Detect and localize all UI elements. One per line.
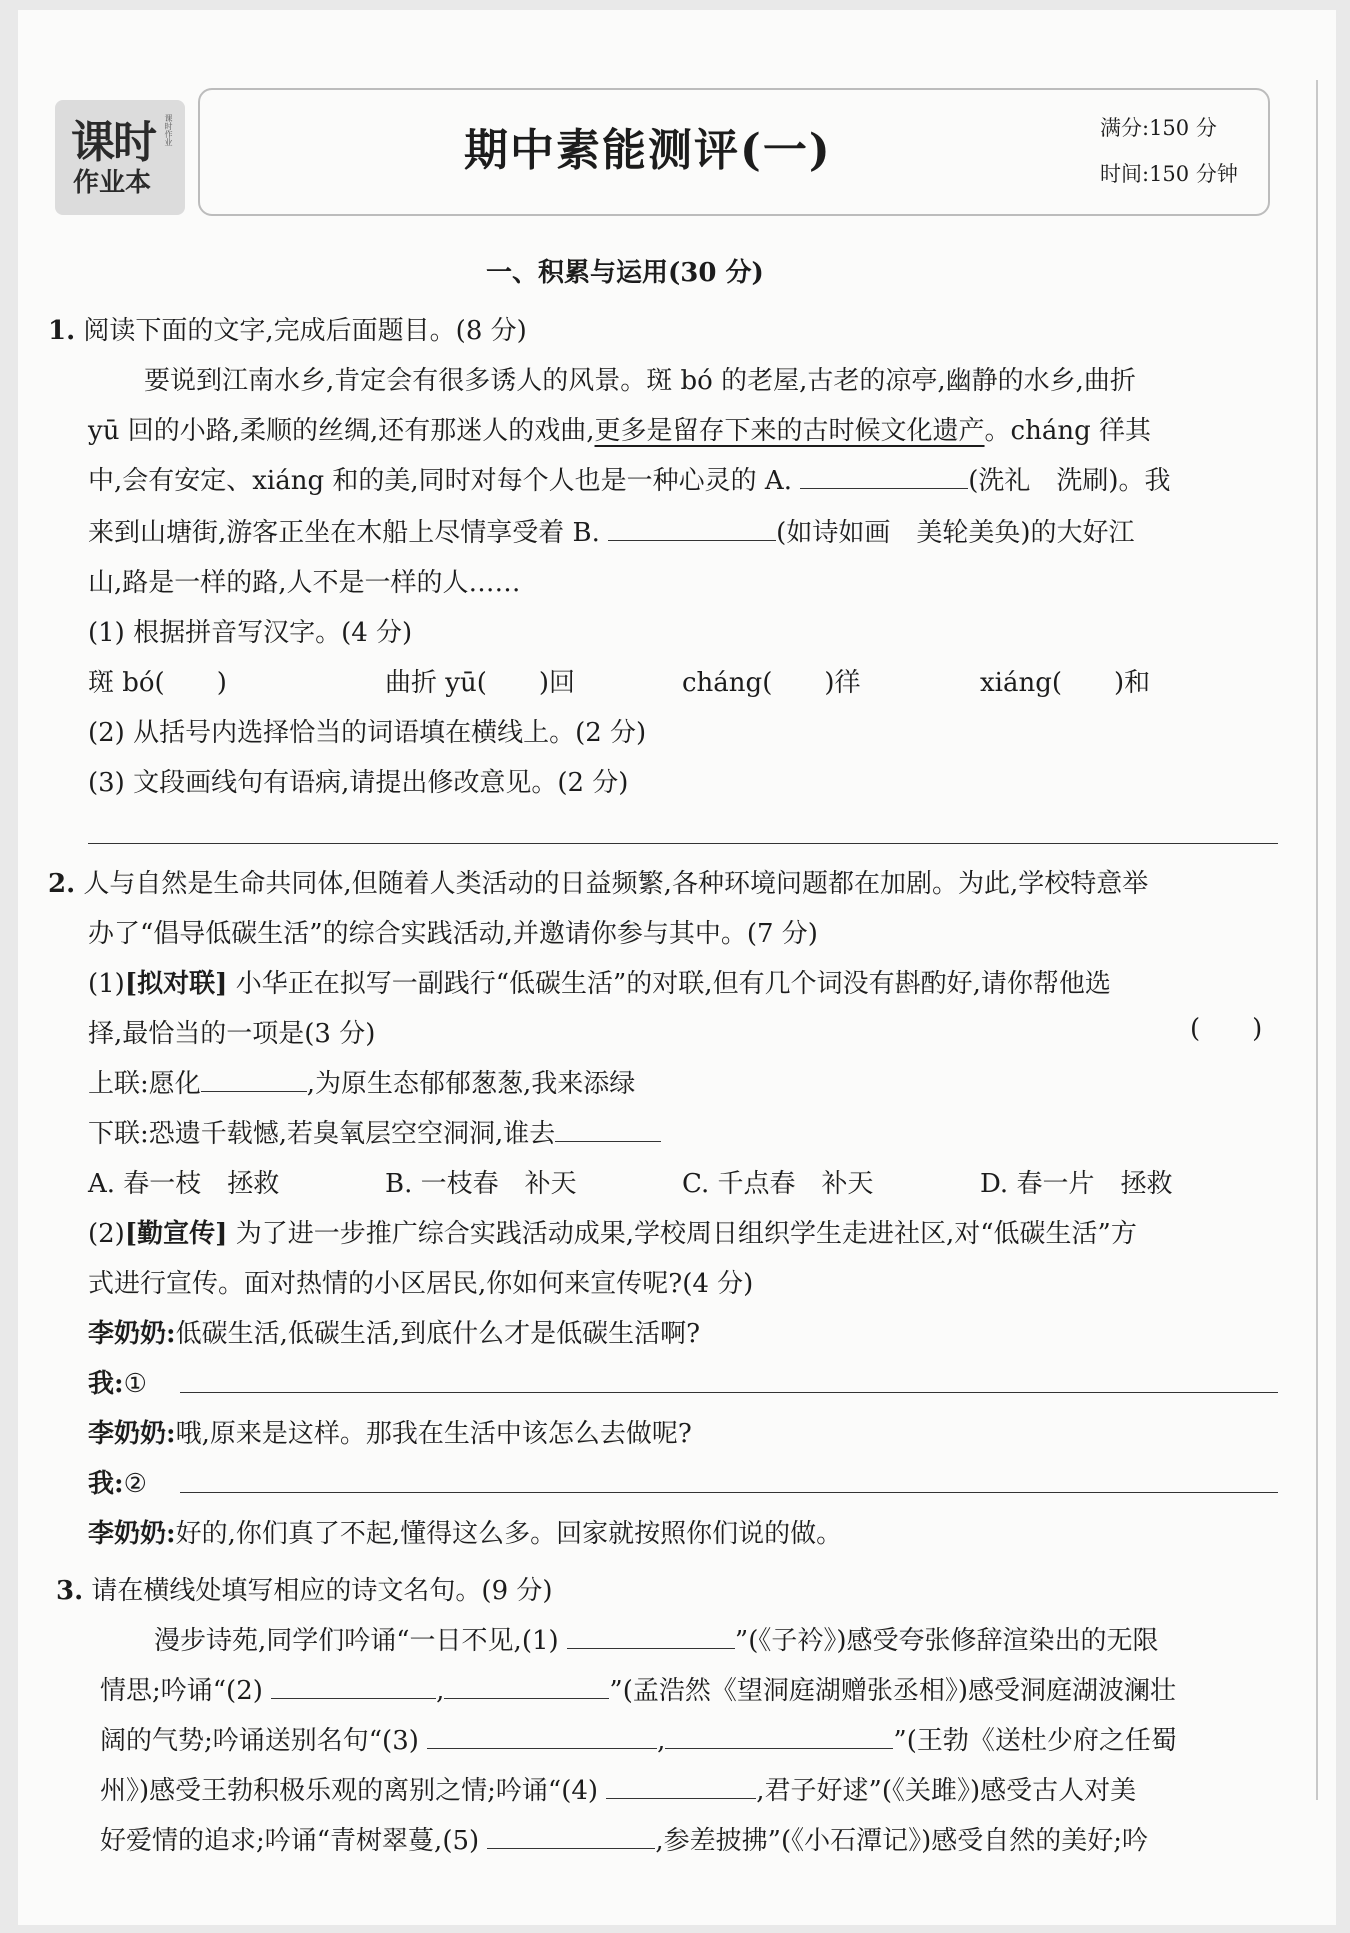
speaker-grandma: 李奶奶: <box>88 1519 176 1549</box>
q1-sub2: (2) 从括号内选择恰当的词语填在横线上。(2 分) <box>88 718 647 748</box>
q3-stem-text: 请在横线处填写相应的诗文名句。(9 分) <box>91 1576 553 1606</box>
q1-passage-line-5: 山,路是一样的路,人不是一样的人…… <box>88 568 521 598</box>
sub-text: 为了进一步推广综合实践活动成果,学校周日组织学生走进社区,对“低碳生活”方 <box>235 1219 1137 1249</box>
option-d[interactable]: D. 春一片 拯救 <box>980 1169 1173 1199</box>
sub-number: (2) <box>88 1219 125 1249</box>
dialogue-line-1 <box>88 1313 700 1350</box>
q1-stem <box>48 310 527 347</box>
q1-sub3: (3) 文段画线句有语病,请提出修改意见。(2 分) <box>88 768 629 798</box>
choice-a-text: (洗礼 洗刷)。我 <box>968 466 1171 496</box>
tag-couplet: [拟对联] <box>124 969 228 999</box>
q2-line-2: 办了“倡导低碳生活”的综合实践活动,并邀请你参与其中。(7 分) <box>88 919 818 949</box>
q3-text: ,参差披拂”(《小石潭记》)感受自然的美好;吟 <box>655 1826 1149 1856</box>
sub-text: 小华正在拟写一副践行“低碳生活”的对联,但有几个词没有斟酌好,请你帮他选 <box>235 969 1111 999</box>
q3-line-5 <box>100 1820 1148 1857</box>
answer-mark-2: ② <box>123 1469 147 1499</box>
poem-blank-5[interactable] <box>487 1822 655 1849</box>
q3-text: ”(王勃《送杜少府之任蜀 <box>893 1726 1177 1756</box>
q3-number: 3. <box>56 1576 84 1606</box>
dialogue-line-5 <box>88 1513 842 1550</box>
choice-b-text: (如诗如画 美轮美奂)的大好江 <box>776 518 1135 548</box>
section-heading: 一、积累与运用(30 分) <box>486 258 764 288</box>
tag-promote: [勤宣传] <box>124 1219 228 1249</box>
page-title: 期中素能测评(一) <box>464 125 832 176</box>
q3-text: 好爱情的追求;吟诵“青树翠蔓,(5) <box>100 1826 480 1856</box>
answer-line-2[interactable] <box>180 1492 1278 1493</box>
speaker-grandma: 李奶奶: <box>88 1319 176 1349</box>
q3-text: , <box>657 1726 666 1756</box>
couplet-blank-2[interactable] <box>555 1115 661 1142</box>
pinyin-item-3[interactable]: cháng( )徉 <box>682 668 861 698</box>
logo-sub-text: 作业本 <box>73 168 152 198</box>
q1-number: 1. <box>48 316 76 346</box>
dialogue-text: 好的,你们真了不起,懂得这么多。回家就按照你们说的做。 <box>175 1519 843 1549</box>
q2-sub2 <box>88 1213 1137 1250</box>
dialogue-line-3 <box>88 1413 692 1450</box>
logo-tiny-text: 课时作业 <box>164 114 173 146</box>
blank-a[interactable] <box>800 462 968 489</box>
option-a[interactable]: A. 春一枝 拯救 <box>88 1169 280 1199</box>
poem-blank-4[interactable] <box>606 1772 756 1799</box>
q1-passage-line-4 <box>88 512 1134 549</box>
poem-blank-1[interactable] <box>567 1622 735 1649</box>
speaker-grandma: 李奶奶: <box>88 1419 176 1449</box>
q3-text: 州》)感受王勃积极乐观的离别之情;吟诵“(4) <box>100 1776 599 1806</box>
poem-blank-3a[interactable] <box>427 1722 657 1749</box>
q3-text: 漫步诗苑,同学们吟诵“一日不见,(1) <box>154 1626 559 1656</box>
poem-blank-3b[interactable] <box>665 1722 893 1749</box>
option-b[interactable]: B. 一枝春 补天 <box>385 1169 577 1199</box>
dialogue-line-4 <box>88 1463 147 1500</box>
q3-text: ”(孟浩然《望洞庭湖赠张丞相》)感受洞庭湖波澜壮 <box>609 1676 1177 1706</box>
passage-text: yū 回的小路,柔顺的丝绸,还有那迷人的戏曲, <box>88 416 595 446</box>
couplet-upper-b: ,为原生态郁郁葱葱,我来添绿 <box>306 1069 636 1099</box>
q3-line-4 <box>100 1770 1136 1807</box>
title-box <box>198 88 1270 216</box>
sub-number: (1) <box>88 969 125 999</box>
q2-sub1-line-2: 择,最恰当的一项是(3 分) <box>88 1019 376 1049</box>
q2-sub1 <box>88 963 1111 1000</box>
dialogue-text: 哦,原来是这样。那我在生活中该怎么去做呢? <box>175 1419 692 1449</box>
q2-number: 2. <box>48 869 76 899</box>
poem-blank-2b[interactable] <box>444 1672 609 1699</box>
answer-paren[interactable]: ( ) <box>1190 1014 1263 1044</box>
q1-passage-line-1: 要说到江南水乡,肯定会有很多诱人的风景。斑 bó 的老屋,古老的凉亭,幽静的水乡,曲折 <box>144 366 1136 396</box>
answer-line-1[interactable] <box>180 1392 1278 1393</box>
underlined-sentence: 更多是留存下来的古时候文化遗产 <box>594 416 985 446</box>
couplet-blank-1[interactable] <box>201 1065 307 1092</box>
pinyin-item-4[interactable]: xiáng( )和 <box>980 668 1151 698</box>
q2-sub2-line-2: 式进行宣传。面对热情的小区居民,你如何来宣传呢?(4 分) <box>88 1269 754 1299</box>
answer-mark-1: ① <box>123 1369 147 1399</box>
couplet-upper-a: 上联:愿化 <box>88 1069 201 1099</box>
q3-text: 阔的气势;吟诵送别名句“(3) <box>100 1726 419 1756</box>
logo-main-text: 课时 <box>71 117 155 168</box>
q3-line-2 <box>100 1670 1176 1707</box>
q2-text: 人与自然是生命共同体,但随着人类活动的日益频繁,各种环境问题都在加剧。为此,学校特意举 <box>83 869 1149 899</box>
exam-time: 时间:150 分钟 <box>1100 162 1238 186</box>
dialogue-text: 低碳生活,低碳生活,到底什么才是低碳生活啊? <box>175 1319 701 1349</box>
q1-passage-line-3 <box>88 460 1171 497</box>
q3-text: ”(《子衿》)感受夸张修辞渲染出的无限 <box>734 1626 1159 1656</box>
couplet-upper <box>88 1063 635 1100</box>
couplet-lower <box>88 1113 661 1150</box>
q1-sub1: (1) 根据拼音写汉字。(4 分) <box>88 618 413 648</box>
full-score: 满分:150 分 <box>1100 116 1217 140</box>
passage-text: 。cháng 徉其 <box>984 416 1151 446</box>
q1-stem-text: 阅读下面的文字,完成后面题目。(8 分) <box>83 316 527 346</box>
couplet-lower-a: 下联:恐遗千载憾,若臭氧层空空洞洞,谁去 <box>88 1119 556 1149</box>
q3-text: ,君子好逑”(《关雎》)感受古人对美 <box>756 1776 1137 1806</box>
blank-b[interactable] <box>608 514 776 541</box>
q3-line-1 <box>154 1620 1159 1657</box>
q2-line-1 <box>48 863 1148 900</box>
poem-blank-2a[interactable] <box>271 1672 436 1699</box>
passage-text: 中,会有安定、xiáng 和的美,同时对每个人也是一种心灵的 A. <box>88 466 792 496</box>
q3-text: 情思;吟诵“(2) <box>100 1676 263 1706</box>
q1-passage-line-2 <box>88 410 1151 447</box>
speaker-me: 我: <box>88 1469 124 1499</box>
brand-logo <box>55 100 185 215</box>
q3-stem <box>56 1570 553 1607</box>
q3-text: , <box>436 1676 445 1706</box>
passage-text: 来到山塘街,游客正坐在木船上尽情享受着 B. <box>88 518 600 548</box>
pinyin-item-2[interactable]: 曲折 yū( )回 <box>385 668 575 698</box>
answer-line-q1-3[interactable] <box>88 843 1278 844</box>
pinyin-item-1[interactable]: 斑 bó( ) <box>88 668 227 698</box>
option-c[interactable]: C. 千点春 补天 <box>682 1169 874 1199</box>
dialogue-line-2 <box>88 1363 147 1400</box>
speaker-me: 我: <box>88 1369 124 1399</box>
q3-line-3 <box>100 1720 1177 1757</box>
page-binding-line <box>1316 80 1318 1800</box>
